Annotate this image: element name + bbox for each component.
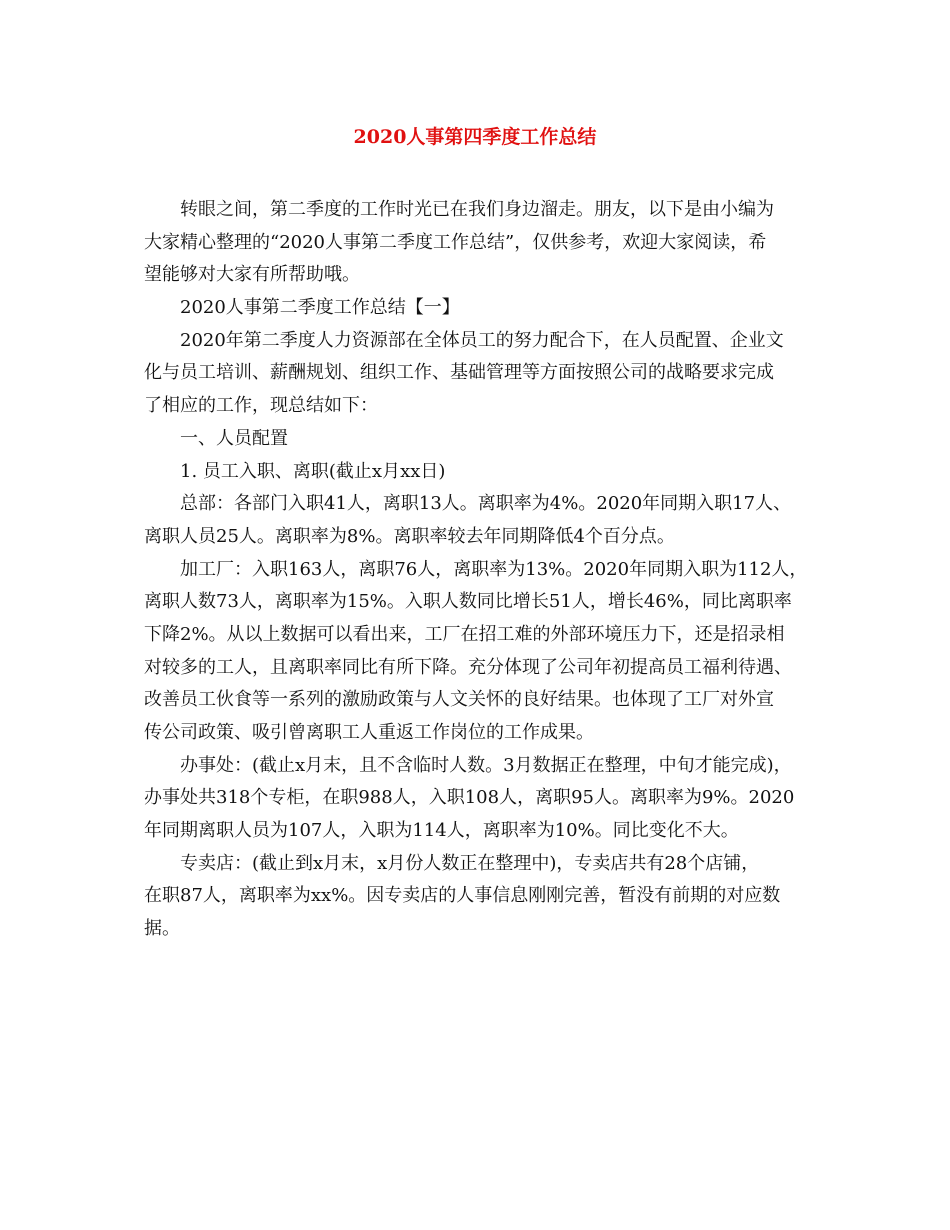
factory-line-3: 下降2%。从以上数据可以看出来，工厂在招工难的外部环境压力下，还是招录相 [144,623,785,645]
store-line-1: 专卖店：(截止到x月末，x月份人数正在整理中)，专卖店共有28个店铺， [180,852,760,874]
factory-line-1: 加工厂：入职163人，离职76人，离职率为13%。2020年同期入职为112人， [180,558,808,580]
factory-line-2: 离职人数73人，离职率为15%。入职人数同比增长51人，增长46%，同比离职率 [144,591,792,613]
store-line-3: 据。 [144,918,180,940]
summary-line-1: 2020年第二季度人力资源部在全体员工的努力配合下，在人员配置、企业文 [180,329,784,351]
intro-line-1: 转眼之间，第二季度的工作时光已在我们身边溜走。朋友，以下是由小编为 [180,199,774,220]
store-line-2: 在职87人，离职率为xx%。因专卖店的人事信息刚刚完善，暂没有前期的对应数 [144,885,781,907]
factory-line-4: 对较多的工人，且离职率同比有所下降。充分体现了公司年初提高员工福利待遇、 [144,656,792,678]
subheading-onboarding: 1. 员工入职、离职(截止x月xx日) [180,460,446,482]
office-line-1: 办事处：(截止x月末，且不含临时人数。3月数据正在整理，中旬才能完成)， [180,754,792,776]
summary-line-2: 化与员工培训、薪酬规划、组织工作、基础管理等方面按照公司的战略要求完成 [144,362,774,384]
office-line-3: 年同期离职人员为107人，入职为114人，离职率为10%。同比变化不大。 [144,820,739,842]
office-line-2: 办事处共318个专柜，在职988人，入职108人，离职95人。离职率为9%。2020 [144,787,795,809]
summary-line-3: 了相应的工作，现总结如下： [144,395,378,417]
document-body [144,194,816,946]
intro-line-2: 大家精心整理的“2020人事第二季度工作总结”，仅供参考，欢迎大家阅读，希 [144,231,767,253]
factory-line-5: 改善员工伙食等一系列的激励政策与人文关怀的良好结果。也体现了工厂对外宣 [144,689,774,711]
document-title: 2020人事第四季度工作总结 [353,126,597,148]
heading-staffing: 一、人员配置 [180,427,288,449]
section-heading: 2020人事第二季度工作总结【一】 [180,297,460,319]
hq-line-1: 总部：各部门入职41人，离职13人。离职率为4%。2020年同期入职17人、 [180,493,792,515]
hq-line-2: 离职人员25人。离职率为8%。离职率较去年同期降低4个百分点。 [144,525,675,547]
intro-line-3: 望能够对大家有所帮助哦。 [144,264,360,286]
factory-line-6: 传公司政策、吸引曾离职工人重返工作岗位的工作成果。 [144,722,594,743]
